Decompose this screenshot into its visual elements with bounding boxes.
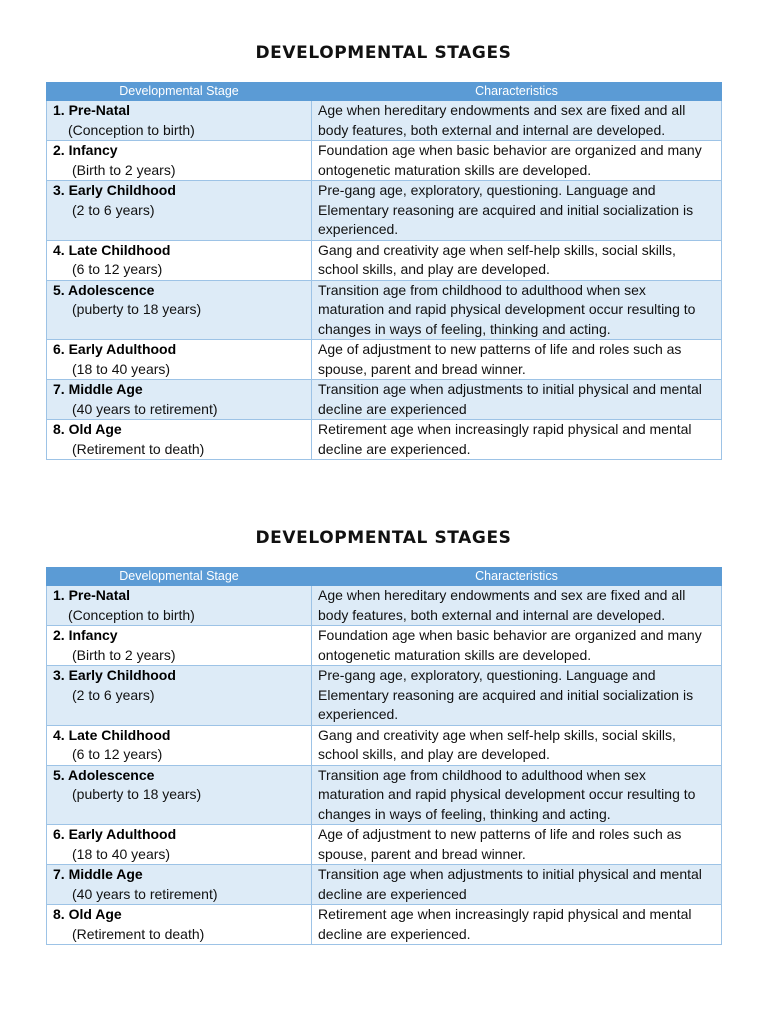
stage-cell	[47, 865, 312, 905]
table-row	[47, 280, 722, 340]
stage-age-range: (puberty to 18 years)	[72, 301, 202, 317]
characteristics-cell	[312, 586, 722, 626]
table-row	[47, 725, 722, 765]
stage-cell	[47, 765, 312, 825]
stage-cell	[47, 240, 312, 280]
table-row	[47, 905, 722, 945]
table-row	[47, 141, 722, 181]
stage-age-range: (Retirement to death)	[72, 925, 205, 942]
stage-characteristics: Age of adjustment to new patterns of life and roles such as spouse, parent and bread winner.	[318, 826, 682, 862]
characteristics-cell	[312, 666, 722, 726]
stage-cell	[47, 340, 312, 380]
stage-cell	[47, 280, 312, 340]
stage-cell	[47, 141, 312, 181]
stage-cell	[47, 725, 312, 765]
stage-name: 3. Early Childhood	[53, 667, 176, 683]
stage-characteristics: Transition age from childhood to adulthood when sex maturation and rapid physical development occur resulting to changes in ways of feeling, thinking and acting.	[318, 766, 696, 822]
characteristics-cell	[312, 141, 722, 181]
characteristics-cell	[312, 240, 722, 280]
stage-characteristics: Pre-gang age, exploratory, questioning. Language and Elementary reasoning are acquired and initial socialization is experienced.	[318, 182, 694, 237]
stage-characteristics: Pre-gang age, exploratory, questioning. Language and Elementary reasoning are acquired and initial socialization is experienced.	[318, 667, 694, 722]
stages-section-2	[46, 525, 721, 945]
stage-characteristics: Age of adjustment to new patterns of life and roles such as spouse, parent and bread winner.	[318, 341, 682, 377]
stage-name: 7. Middle Age	[53, 866, 143, 882]
stage-characteristics: Gang and creativity age when self-help skills, social skills, school skills, and play are developed.	[318, 241, 676, 277]
stage-characteristics: Foundation age when basic behavior are organized and many ontogenetic maturation skills are developed.	[318, 142, 702, 178]
table-header-row	[47, 83, 722, 101]
table-row	[47, 240, 722, 280]
table-header-row	[47, 568, 722, 586]
stage-age-range: (Conception to birth)	[68, 606, 195, 623]
table-row	[47, 380, 722, 420]
stage-name: 4. Late Childhood	[53, 726, 171, 743]
stage-name: 5. Adolescence	[53, 281, 155, 298]
table-row	[47, 825, 722, 865]
characteristics-cell	[312, 181, 722, 241]
stage-age-range: (2 to 6 years)	[72, 201, 155, 218]
column-header-characteristics: Characteristics	[312, 83, 722, 101]
stage-name: 7. Middle Age	[53, 381, 143, 397]
column-header-stage: Developmental Stage	[47, 568, 312, 586]
column-header-characteristics: Characteristics	[312, 568, 722, 586]
stage-cell	[47, 825, 312, 865]
stage-age-range: (Birth to 2 years)	[72, 646, 176, 663]
table-row	[47, 340, 722, 380]
stage-name: 6. Early Adulthood	[53, 341, 177, 357]
stage-characteristics: Age when hereditary endowments and sex are fixed and all body features, both external and internal are developed.	[318, 587, 686, 623]
stage-age-range: (6 to 12 years)	[72, 746, 163, 762]
stage-cell	[47, 586, 312, 626]
stage-cell	[47, 905, 312, 945]
stage-name: 1. Pre-Natal	[53, 587, 131, 603]
stage-name: 6. Early Adulthood	[53, 826, 177, 842]
stage-age-range: (Birth to 2 years)	[72, 161, 176, 178]
characteristics-cell	[312, 626, 722, 666]
stage-cell	[47, 181, 312, 241]
characteristics-cell	[312, 280, 722, 340]
stage-characteristics: Transition age when adjustments to initial physical and mental decline are experienced	[318, 381, 702, 417]
stage-characteristics: Gang and creativity age when self-help skills, social skills, school skills, and play are developed.	[318, 726, 676, 762]
stage-characteristics: Transition age when adjustments to initial physical and mental decline are experienced	[318, 866, 702, 902]
table-row	[47, 101, 722, 141]
stage-age-range: (puberty to 18 years)	[72, 786, 202, 802]
stage-cell	[47, 626, 312, 666]
table-row	[47, 865, 722, 905]
stage-age-range: (2 to 6 years)	[72, 686, 155, 703]
stage-age-range: (18 to 40 years)	[72, 360, 171, 377]
stages-section-1	[46, 40, 721, 460]
stage-name: 2. Infancy	[53, 142, 118, 158]
stage-name: 2. Infancy	[53, 627, 118, 643]
column-header-stage: Developmental Stage	[47, 83, 312, 101]
characteristics-cell	[312, 420, 722, 460]
stage-age-range: (40 years to retirement)	[72, 885, 218, 902]
characteristics-cell	[312, 765, 722, 825]
stage-characteristics: Age when hereditary endowments and sex are fixed and all body features, both external and internal are developed.	[318, 102, 686, 138]
table-row	[47, 626, 722, 666]
stage-name: 4. Late Childhood	[53, 241, 171, 258]
page-title: DEVELOPMENTAL STAGES	[255, 43, 512, 63]
characteristics-cell	[312, 101, 722, 141]
stages-table	[46, 82, 722, 460]
stage-age-range: (Conception to birth)	[68, 121, 195, 138]
stage-age-range: (18 to 40 years)	[72, 845, 171, 862]
table-row	[47, 666, 722, 726]
stage-cell	[47, 666, 312, 726]
characteristics-cell	[312, 865, 722, 905]
stage-age-range: (40 years to retirement)	[72, 400, 218, 417]
stage-name: 8. Old Age	[53, 906, 122, 922]
stage-cell	[47, 420, 312, 460]
stage-characteristics: Transition age from childhood to adulthood when sex maturation and rapid physical development occur resulting to changes in ways of feeling, thinking and acting.	[318, 281, 696, 337]
stage-characteristics: Retirement age when increasingly rapid physical and mental decline are experienced.	[318, 421, 692, 457]
page-title: DEVELOPMENTAL STAGES	[255, 528, 512, 548]
stage-characteristics: Foundation age when basic behavior are organized and many ontogenetic maturation skills are developed.	[318, 627, 702, 663]
table-row	[47, 420, 722, 460]
characteristics-cell	[312, 725, 722, 765]
characteristics-cell	[312, 825, 722, 865]
stages-table	[46, 567, 722, 945]
table-row	[47, 586, 722, 626]
stage-cell	[47, 101, 312, 141]
characteristics-cell	[312, 340, 722, 380]
stage-cell	[47, 380, 312, 420]
stage-age-range: (6 to 12 years)	[72, 261, 163, 277]
stage-age-range: (Retirement to death)	[72, 440, 205, 457]
stage-name: 1. Pre-Natal	[53, 102, 131, 118]
table-row	[47, 181, 722, 241]
characteristics-cell	[312, 905, 722, 945]
stage-name: 5. Adolescence	[53, 766, 155, 783]
stage-name: 8. Old Age	[53, 421, 122, 437]
stage-characteristics: Retirement age when increasingly rapid physical and mental decline are experienced.	[318, 906, 692, 942]
table-row	[47, 765, 722, 825]
characteristics-cell	[312, 380, 722, 420]
stage-name: 3. Early Childhood	[53, 182, 176, 198]
